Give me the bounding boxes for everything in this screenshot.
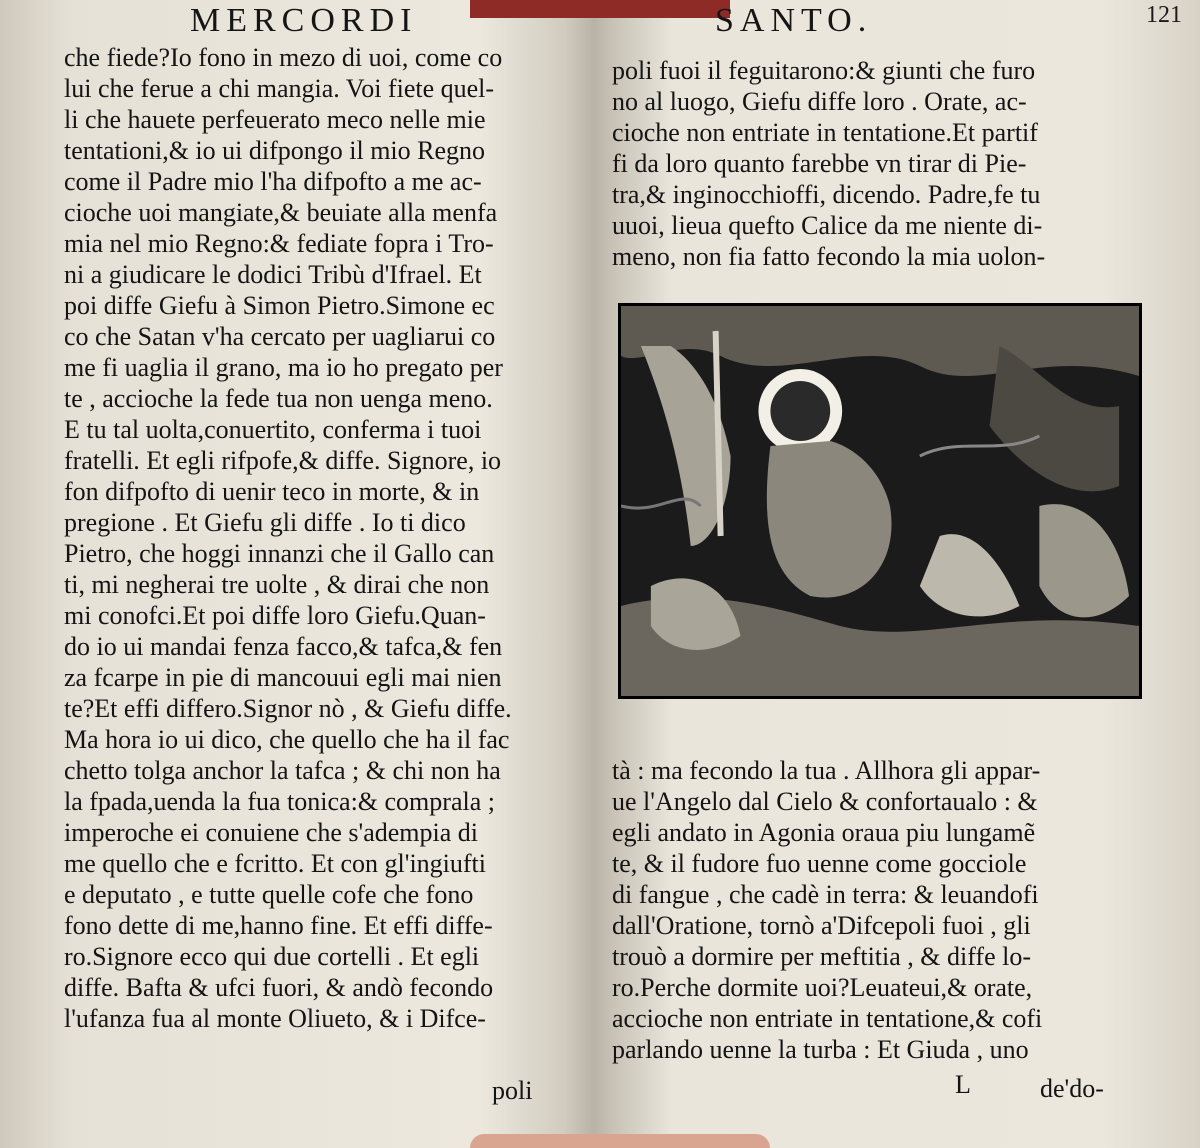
text-line: cioche uoi mangiate,& beuiate alla menfa	[64, 198, 498, 227]
text-line: imperoche ei conuiene che s'adempia di	[64, 818, 479, 847]
text-line: l'ufanza fua al monte Oliueto, & i Difce-	[64, 1004, 486, 1033]
text-line: te?Et effi differo.Signor nò , & Giefu diffe.	[64, 694, 512, 723]
text-line: E tu tal uolta,conuertito, conferma i tuoi	[64, 415, 482, 444]
text-line: chetto tolga anchor la tafca ; & chi non ha	[64, 756, 501, 785]
text-line: poli fuoi il feguitarono:& giunti che furo	[612, 56, 1036, 85]
text-line: za fcarpe in pie di mancouui egli mai nien	[64, 663, 502, 692]
text-line: ro.Signore ecco qui due cortelli . Et egli	[64, 942, 480, 971]
catchword-right: de'do-	[1040, 1074, 1104, 1103]
text-line: co che Satan v'ha cercato per uagliarui co	[64, 322, 496, 351]
text-line: parlando uenne la turba : Et Giuda , uno	[612, 1035, 1029, 1064]
woodcut-illustration	[618, 303, 1142, 699]
text-line: ue l'Angelo dal Cielo & confortaualo : &	[612, 787, 1038, 816]
right-page-text-top	[612, 55, 1157, 272]
page-number: 121	[1146, 2, 1182, 28]
left-page-text	[64, 42, 584, 1034]
right-page-text-bottom	[612, 755, 1157, 1065]
text-line: mia nel mio Regno:& fediate fopra i Tro-	[64, 229, 494, 258]
text-line: ni a giudicare le dodici Tribù d'Ifrael. Et	[64, 260, 482, 289]
text-line: me quello che e fcritto. Et con gl'ingiufti	[64, 849, 487, 878]
catchword-left: poli	[492, 1076, 533, 1105]
running-head-right: SANTO.	[715, 2, 873, 39]
text-line: Ma hora io ui dico, che quello che ha il fac	[64, 725, 510, 754]
text-line: ti, mi negherai tre uolte , & dirai che non	[64, 570, 490, 599]
text-line: la fpada,uenda la fua tonica:& comprala ;	[64, 787, 495, 816]
text-line: fono dette di me,hanno fine. Et effi diffe-	[64, 911, 493, 940]
agony-in-garden-image	[621, 306, 1139, 696]
text-line: no al luogo, Giefu diffe loro . Orate, ac-	[612, 87, 1027, 116]
text-line: cioche non entriate in tentatione.Et partif	[612, 118, 1038, 147]
text-line: do io ui mandai fenza facco,& tafca,& fen	[64, 632, 503, 661]
text-line: ro.Perche dormite uoi?Leuateui,& orate,	[612, 973, 1033, 1002]
text-line: mi conofci.Et poi diffe loro Giefu.Quan-	[64, 601, 486, 630]
text-line: come il Padre mio l'ha difpofto a me ac-	[64, 167, 482, 196]
text-line: di fangue , che cadè in terra: & leuandofi	[612, 880, 1039, 909]
text-line: fi da loro quanto farebbe vn tirar di Pie-	[612, 149, 1027, 178]
signature-mark: L	[955, 1070, 971, 1099]
text-line: egli andato in Agonia oraua piu lungamẽ	[612, 818, 1036, 847]
text-line: fon difpofto di uenir teco in morte, & in	[64, 477, 480, 506]
text-line: te , accioche la fede tua non uenga meno.	[64, 384, 493, 413]
text-line: uuoi, lieua quefto Calice da me niente di-	[612, 211, 1043, 240]
text-line: dall'Oratione, tornò a'Difcepoli fuoi , gli	[612, 911, 1031, 940]
text-line: poi diffe Giefu à Simon Pietro.Simone ec	[64, 291, 495, 320]
text-line: te, & il fudore fuo uenne come gocciole	[612, 849, 1027, 878]
text-line: meno, non fia fatto fecondo la mia uolon-	[612, 242, 1046, 271]
running-head-left: MERCORDI	[190, 2, 418, 39]
left-page	[0, 0, 590, 1148]
text-line: accioche non entriate in tentatione,& cofi	[612, 1004, 1043, 1033]
text-line: li che hauete perfeuerato meco nelle mie	[64, 105, 486, 134]
text-line: tentationi,& io ui difpongo il mio Regno	[64, 136, 486, 165]
text-line: trouò a dormire per meftitia , & diffe lo-	[612, 942, 1031, 971]
text-line: pregione . Et Giefu gli diffe . Io ti dico	[64, 508, 466, 537]
text-line: tra,& inginocchioffi, dicendo. Padre,fe tu	[612, 180, 1041, 209]
text-line: me fi uaglia il grano, ma io ho pregato per	[64, 353, 503, 382]
text-line: fratelli. Et egli rifpofe,& diffe. Signore, io	[64, 446, 502, 475]
text-line: diffe. Bafta & ufci fuori, & andò fecondo	[64, 973, 494, 1002]
text-line: e deputato , e tutte quelle cofe che fono	[64, 880, 474, 909]
text-line: lui che ferue a chi mangia. Voi fiete quel-	[64, 74, 495, 103]
reader-fingers	[470, 1134, 770, 1148]
text-line: Pietro, che hoggi innanzi che il Gallo can	[64, 539, 495, 568]
text-line: che fiede?Io fono in mezo di uoi, come co	[64, 43, 503, 72]
text-line: tà : ma fecondo la tua . Allhora gli appar-	[612, 756, 1041, 785]
